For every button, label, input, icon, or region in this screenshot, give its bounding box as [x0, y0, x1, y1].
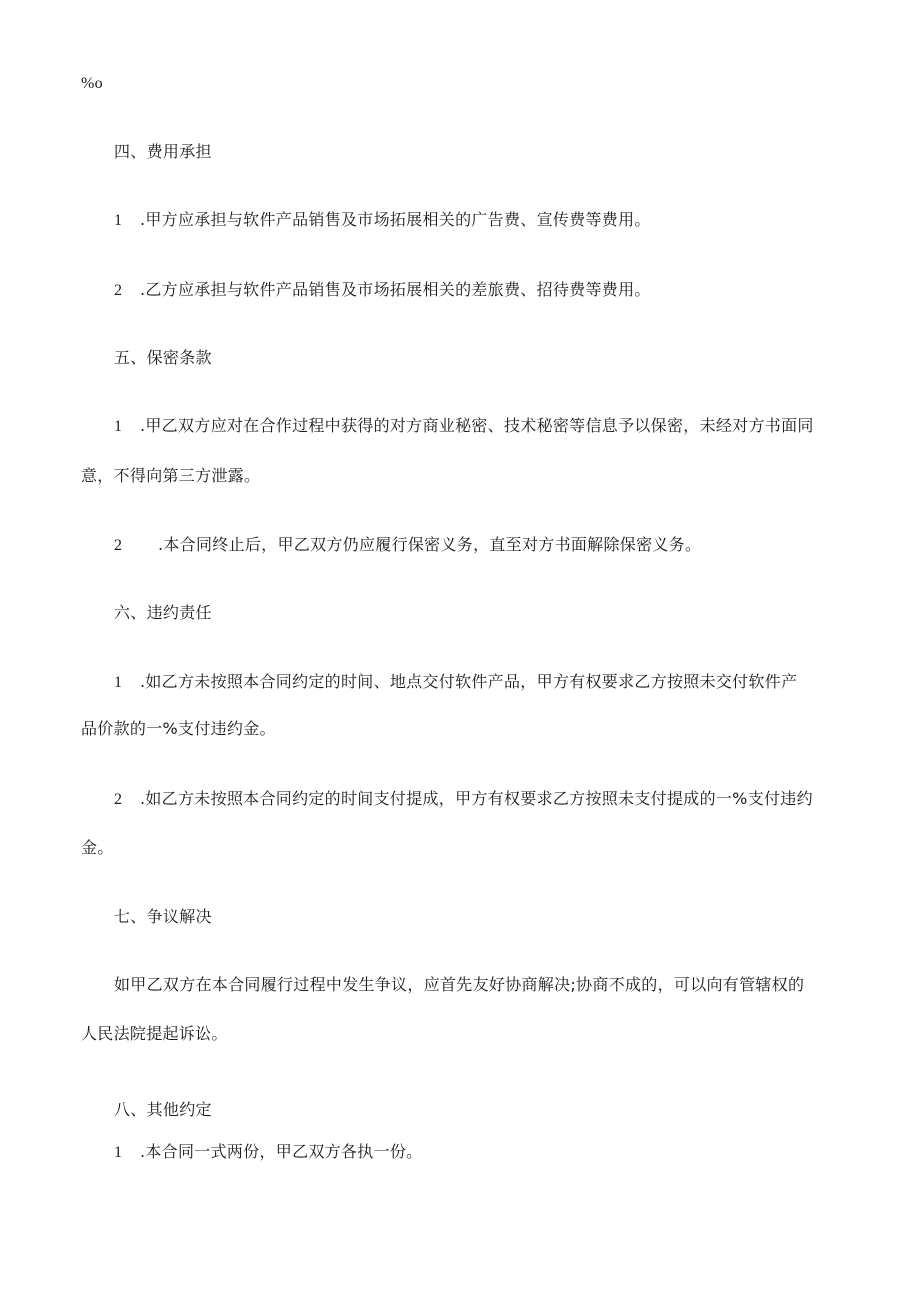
- item-text: .乙方应承担与软件产品销售及市场拓展相关的差旅费、招待费等费用。: [140, 280, 651, 299]
- item-text-continuation: 品价款的一%支付违约金。: [81, 719, 276, 738]
- item-number: 1: [114, 674, 123, 691]
- section-heading-fees: 四、费用承担: [114, 142, 212, 161]
- item-number: 2: [114, 537, 123, 554]
- item-text: .本合同一式两份，甲乙双方各执一份。: [140, 1142, 423, 1161]
- section-heading-dispute: 七、争议解决: [114, 907, 212, 926]
- paragraph-continuation: 人民法院提起诉讼。: [81, 1024, 228, 1043]
- item-text-continuation: 金。: [81, 838, 114, 857]
- list-item: [114, 535, 701, 556]
- list-item: [114, 1142, 423, 1163]
- section-heading-confidentiality: 五、保密条款: [114, 348, 212, 367]
- item-number: 1: [114, 212, 123, 229]
- item-number: 2: [114, 282, 123, 299]
- list-item: [114, 416, 814, 437]
- list-item: [114, 210, 651, 231]
- item-number: 1: [114, 418, 123, 435]
- section-heading-liability: 六、违约责任: [114, 603, 212, 622]
- item-text: .本合同终止后，甲乙双方仍应履行保密义务，直至对方书面解除保密义务。: [158, 535, 702, 554]
- paragraph: 如甲乙双方在本合同履行过程中发生争议，应首先友好协商解决;协商不成的，可以向有管辖权的: [114, 975, 805, 994]
- item-text: .如乙方未按照本合同约定的时间支付提成，甲方有权要求乙方按照未支付提成的一%支付违约: [140, 789, 813, 808]
- item-number: 2: [114, 791, 123, 808]
- item-text-continuation: 意，不得向第三方泄露。: [81, 466, 261, 485]
- list-item: [114, 280, 651, 301]
- list-item: [114, 672, 797, 693]
- list-item: [114, 789, 813, 810]
- item-number: 1: [114, 1144, 123, 1161]
- item-text: .甲乙双方应对在合作过程中获得的对方商业秘密、技术秘密等信息予以保密，未经对方书面同: [140, 416, 814, 435]
- fragment-top-text: %o: [81, 75, 103, 92]
- fragment-top: [81, 73, 103, 94]
- item-text: .甲方应承担与软件产品销售及市场拓展相关的广告费、宣传费等费用。: [140, 210, 651, 229]
- section-heading-other: 八、其他约定: [114, 1100, 212, 1119]
- item-text: .如乙方未按照本合同约定的时间、地点交付软件产品，甲方有权要求乙方按照未交付软件产: [140, 672, 798, 691]
